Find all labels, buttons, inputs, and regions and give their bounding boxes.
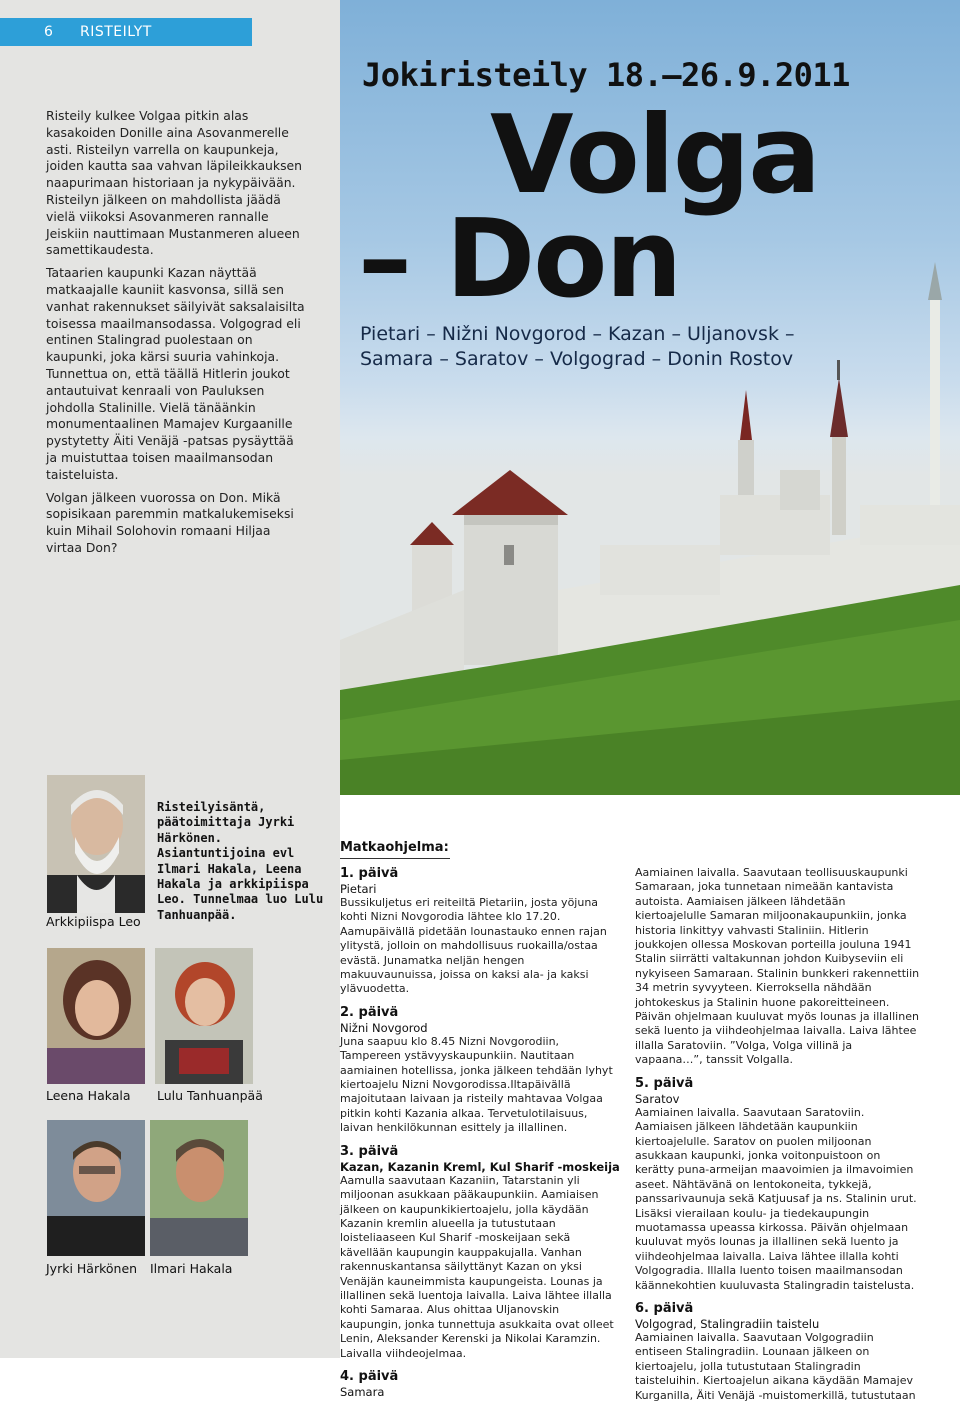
photo-leena [47, 948, 145, 1084]
route-line: Samara – Saratov – Volgograd – Donin Rostov [360, 348, 794, 370]
section-header [0, 18, 252, 46]
day-entry [635, 1076, 920, 1293]
day-entry [340, 1005, 620, 1136]
day-number: 2. päivä [340, 1004, 399, 1020]
itinerary-column-2 [635, 866, 920, 1411]
day-entry [635, 1301, 920, 1403]
day-place: Volgograd, Stalingradiin taistelu [635, 1316, 820, 1331]
itinerary-column-1 [340, 866, 620, 1407]
day-place: Pietari [340, 882, 377, 896]
photo-ilmari [150, 1120, 248, 1256]
section-title: RISTEILYT [80, 24, 152, 40]
day-number: 6. päivä [635, 1300, 694, 1316]
title-volga: Volga [490, 93, 820, 218]
caption-ilmari: Ilmari Hakala [150, 1261, 233, 1276]
caption-leo: Arkkipiispa Leo [46, 914, 141, 929]
day-number: 1. päivä [340, 866, 399, 881]
heading-underline [340, 858, 450, 859]
day-text: Aamulla saavutaan Kazaniin, Tatarstanin yli miljoonan asukkaan pääkaupunkiin. Aamiaisen jälkeen on kaupunkikiertoajelu, jolla käydään Kazanin kremlin alueella ja tutustutaan loisteliaaseen Kul Sharif -moskeijaan sekä kävellään kaupungin kauppakujalla. Vanhan rakennuskantansa säilyttänyt Kazan on yksi Venäjän kauneimmista kaupungeista. Lounas ja illallinen sekä luentoja laivalla. Laiva lähtee illalla kohti Samaraa. Alus ohittaa Uljanovskin kaupungin, jonka tunnettuja asukkaita ovat olleet Lenin, Aleksander Kerenski ja Nikolai Karamzin. Laivalla viihdeojelmaa. [340, 1173, 614, 1360]
day-text: Aamiainen laivalla. Saavutaan Saratoviin. Aamiaisen jälkeen lähdetään kaupunkiin kiertoajelulle. Saratov on puolen miljoonan asukkaan kaupunki, jonka voitonpuistoon on kerätty puna-armeijan maavoimien ja ilmavoimien aseet. Nähtävänä on lentokoneita, tykkejä, panssarivaunuja sekä Katjuusaf ja ns. Stalinin urut. Lisäksi vierailaan koulu- ja tiedekaupungin muotamassa upeassa kirkossa. Päivän ohjelmaan kuuluvat myös lounas ja illallinen sekä luento ja viihdeohjelmaa laivalla. Laiva lähtee illalla kohti Volgogradia. Illalla luento toisen maailmansodan käännekohtien kuuluvasta Stalingradin taistelusta. [635, 1105, 917, 1292]
day-text: Aamiainen laivalla. Saavutaan teollisuuskaupunki Samaraan, joka tunnetaan nimeään kantavista autoista. Aamiaisen jälkeen lähdetään kiertoajelulle Samaran miljoonakaupunkiin, jonka historia linkittyy vahvasti Staliniin. Hitlerin joukkojen ollessa Moskovan porteilla jouluna 1941 Stalin siirrätti valtakunnan johdon Kuibyseviin eli nykyiseen Samaraan. Stalinin bunkkeri rakennettiin 34 metrin syvyyteen. Kierroksella nähdään johtokeskus ja Stalinin huone pakoreitteineen. Päivän ohjelmaan kuuluvat myös lounas ja illallinen sekä luento ja viihdeohjelmaa laivalla. Laiva lähtee illalla Saratoviin. ”Volga, Volga villinä ja vapaana…”, tanssit Volgalla. [635, 866, 920, 1067]
photo-jyrki [47, 1120, 145, 1256]
intro-text [46, 108, 308, 563]
day-place: Saratov [635, 1091, 680, 1106]
day-number: 4. päivä [340, 1368, 399, 1384]
intro-paragraph: Volgan jälkeen vuorossa on Don. Mikä sopisikaan paremmin matkalukemiseksi kuin Mihail Solohovin romaani Hiljaa virtaa Don? [46, 489, 294, 555]
hero-image [340, 0, 960, 795]
hosts-text: Risteilyisäntä, päätoimittaja Jyrki Härkönen. Asiantuntijoina evl Ilmari Hakala, Leena Hakala ja arkkipiispa Leo. Tunnelmaa luo Lulu Tanhuanpää. [157, 800, 324, 922]
day-number: 5. päivä [635, 1075, 694, 1091]
day-entry [340, 1144, 620, 1361]
route-line: Pietari – Nižni Novgorod – Kazan – Uljanovsk – [360, 323, 795, 345]
itinerary-heading: Matkaohjelma: [340, 840, 449, 855]
intro-paragraph: Tataarien kaupunki Kazan näyttää matkaajalle kauniit kasvonsa, sillä sen vanhat rakennukset säilyivät saksalaisilta toisessa maailmansodassa. Volgograd eli entinen Stalingrad puolestaan on kaupunki, joka kärsi suuria vahinkoja. Tunnettua on, että täällä Hitlerin joukot antautuivat kenraali von Pauluksen johdolla Stalinille. Vielä tänäänkin monumentaalinen Mamajev Kurgaanille pystytetty Äiti Venäjä -patsas pysäyttää ja muistuttaa toisen maailmansodan taisteluista. [46, 265, 305, 482]
photo-lulu [155, 948, 253, 1084]
day-number: 3. päivä [340, 1143, 399, 1159]
day-entry [340, 866, 620, 997]
cruise-date: Jokiristeily 18.–26.9.2011 [362, 56, 850, 94]
day-place: Nižni Novgorod [340, 1020, 428, 1035]
day-text: Bussikuljetus eri reiteiltä Pietariin, josta yöjuna kohti Nizni Novgorodia lähtee klo 17.20. Aamupäivällä pidetään lounastauko ennen rajan ylitystä, jolloin on mahdollisuus ruokailla/ostaa evästä. Junamatka neljän hengen makuuvaunuissa, joissa on kaksi ala- ja kaksi ylävuodetta. [340, 896, 607, 996]
day-entry-continued [635, 866, 920, 1068]
caption-lulu: Lulu Tanhuanpää [157, 1088, 263, 1103]
title-don: – Don [358, 197, 681, 322]
intro-paragraph: Risteily kulkee Volgaa pitkin alas kasakoiden Donille aina Asovanmerelle asti. Risteilyn varrella on kaupunkeja, joiden kautta saa vahvan läpileikkauksen naapurimaan historiaan ja nykypäivään. Risteilyn jälkeen on mahdollista jäädä vielä viikoksi Asovanmeren rannalle Jeiskiin nauttimaan Mustanmeren alueen samettikaudesta. [46, 108, 303, 258]
day-text: Juna saapuu klo 8.45 Nizni Novgorodiin, Tampereen ystävyyskaupunkiin. Nautitaan aamiainen hotellissa, jonka jälkeen tehdään lyhyt kiertoajelu Nizni Novgorodissa.Iltapäivällä majoitutaan laivaan ja risteily mahtavaa Volgaa pitkin kohti Kazania alkaa. Tervetulotilaisuus, laivan henkilökunnan esittely ja illallinen. [340, 1034, 613, 1135]
page-number: 6 [44, 24, 53, 40]
day-place: Kazan, Kazanin Kreml, Kul Sharif -moskeija [340, 1159, 620, 1174]
day-place: Samara [340, 1384, 385, 1399]
day-entry [340, 1369, 620, 1399]
route-text [360, 322, 840, 372]
day-text: Aamiainen laivalla. Saavutaan Volgogradiin entiseen Stalingradiin. Lounaan jälkeen on kiertoajelu, jolla tutustutaan Stalingradin taisteluihin. Kiertoajelun aikana käydään Mamajev Kurganilla, Äiti Venäjä -muistomerkillä, tutustutaan [635, 1330, 916, 1402]
photo-leo [47, 775, 145, 913]
caption-leena: Leena Hakala [46, 1088, 131, 1103]
caption-jyrki: Jyrki Härkönen [46, 1261, 138, 1276]
